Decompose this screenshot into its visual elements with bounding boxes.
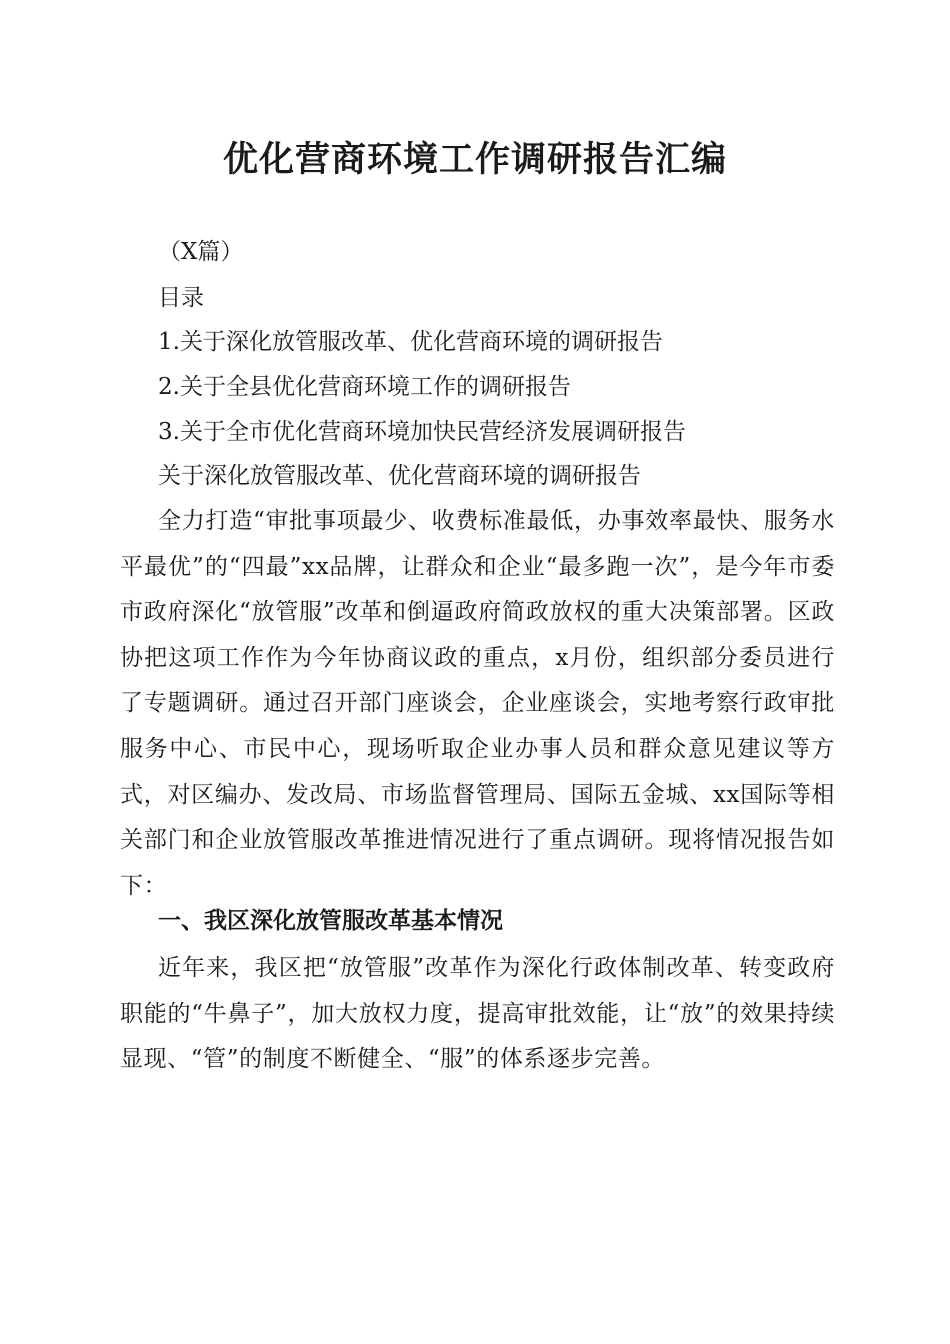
body-paragraph: 全力打造“审批事项最少、收费标准最低，办事效率最快、服务水平最优”的“四最”xx品牌，让群众和企业“最多跑一次”，是今年市委市政府深化“放管服”改革和倒逼政府简政放权的重大决策部署。区政协把这项工作作为今年协商议政的重点，x月份，组织部分委员进行了专题调研。通过召开部门座谈会，企业座谈会，实地考察行政审批服务中心、市民中心，现场听取企业办事人员和群众意见建议等方式，对区编办、发改局、市场监督管理局、国际五金城、xx国际等相关部门和企业放管服改革推进情况进行了重点调研。现将情况报告如下： — [120, 508, 835, 899]
toc-item: 2.关于全县优化营商环境工作的调研报告 — [158, 374, 571, 400]
toc-label: 目录 — [158, 285, 204, 311]
document-subtitle: （X篇） — [158, 239, 244, 265]
toc-item: 3.关于全市优化营商环境加快民营经济发展调研报告 — [158, 419, 686, 445]
document-title: 优化营商环境工作调研报告汇编 — [222, 139, 727, 180]
toc-item: 1.关于深化放管服改革、优化营商环境的调研报告 — [158, 329, 663, 355]
body-paragraph: 近年来，我区把“放管服”改革作为深化行政体制改革、转变政府职能的“牛鼻子”，加大放权力度，提高审批效能，让“放”的效果持续显现、“管”的制度不断健全、“服”的体系逐步完善。 — [120, 955, 835, 1073]
section-title: 关于深化放管服改革、优化营商环境的调研报告 — [158, 463, 641, 489]
section-heading: 一、我区深化放管服改革基本情况 — [158, 908, 503, 934]
